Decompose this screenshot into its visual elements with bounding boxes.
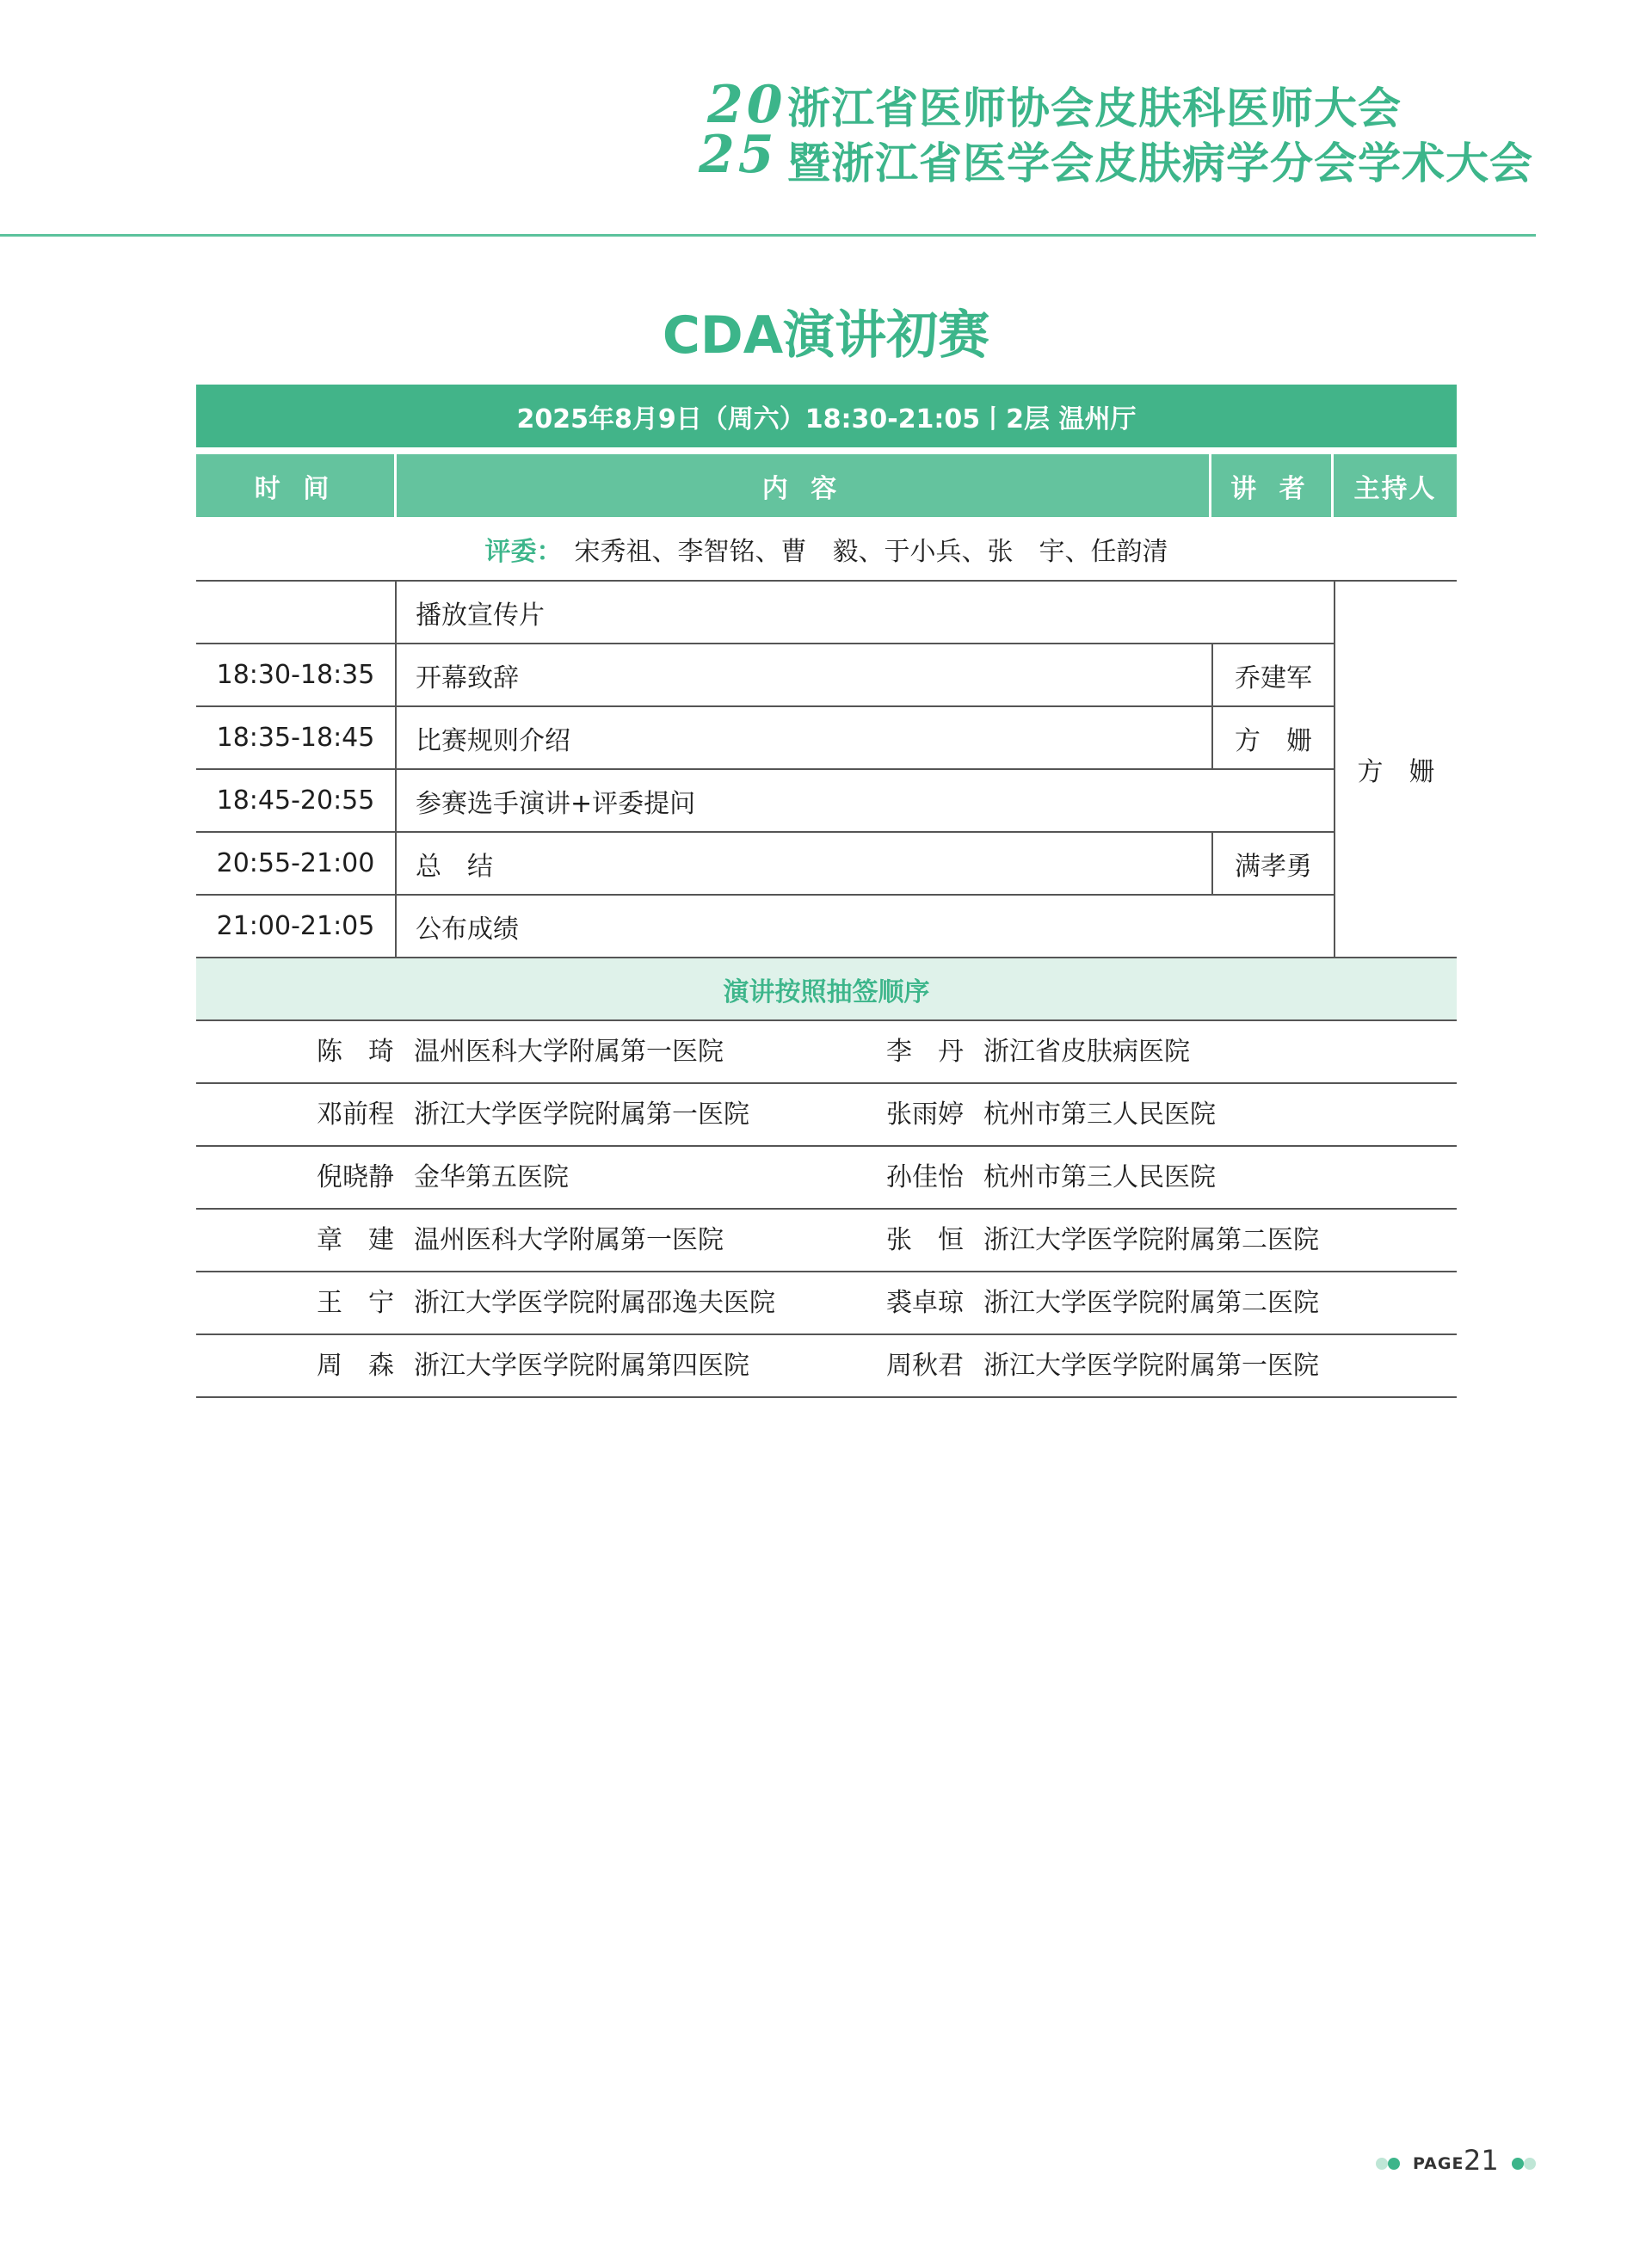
participant-name: 李 丹 (886, 1037, 964, 1067)
conference-title-line1: 浙江省医师协会皮肤科医师大会 (787, 83, 1402, 133)
column-header-host: 主持人 (1334, 454, 1457, 517)
judges-row (196, 517, 1457, 582)
participant-hospital: 浙江大学医学院附属第一医院 (414, 1099, 749, 1130)
participant-name: 陈 琦 (317, 1037, 394, 1067)
page-footer (1372, 2144, 1544, 2178)
schedule-time: 18:45-20:55 (196, 770, 397, 831)
participant-name: 张 恒 (886, 1225, 964, 1255)
schedule-time (196, 582, 397, 643)
participant-hospital: 杭州市第三人民医院 (983, 1162, 1216, 1192)
participant-name: 章 建 (317, 1225, 394, 1255)
participant-row (196, 1147, 1457, 1210)
page-header (0, 0, 1652, 241)
draw-order-header: 演讲按照抽签顺序 (196, 958, 1457, 1021)
year-top: 20 (707, 75, 786, 135)
session-banner: 2025年8月9日（周六）18:30-21:05丨2层 温州厅 (196, 385, 1457, 447)
schedule-row (196, 896, 1334, 958)
schedule-content: 参赛选手演讲+评委提问 (416, 788, 696, 819)
participant-name: 张雨婷 (886, 1099, 964, 1130)
schedule-row (196, 582, 1334, 644)
host-cell: 方 姗 (1334, 582, 1457, 958)
schedule-row (196, 833, 1334, 896)
page-label: PAGE (1413, 2154, 1464, 2173)
participant-name: 孙佳怡 (886, 1162, 964, 1192)
participant-row (196, 1084, 1457, 1147)
participant-row (196, 1210, 1457, 1272)
participant-row (196, 1335, 1457, 1398)
schedule-time: 18:30-18:35 (196, 644, 397, 705)
column-header-speaker: 讲 者 (1211, 454, 1334, 517)
schedule-time: 21:00-21:05 (196, 896, 397, 957)
participant-hospital: 浙江省皮肤病医院 (983, 1037, 1190, 1067)
page-title: CDA演讲初赛 (662, 305, 990, 366)
participant-row (196, 1021, 1457, 1084)
schedule-time: 18:35-18:45 (196, 707, 397, 768)
schedule-row (196, 770, 1334, 833)
footer-dot-icon (1524, 2158, 1536, 2170)
schedule-speaker: 满孝勇 (1211, 833, 1334, 894)
footer-dot-icon (1388, 2158, 1400, 2170)
schedule-content: 总 结 (416, 851, 493, 882)
year-bottom: 25 (699, 125, 778, 185)
page-number: 21 (1464, 2144, 1499, 2177)
header-divider (0, 234, 1536, 237)
schedule-speaker: 乔建军 (1211, 644, 1334, 705)
participant-name: 邓前程 (317, 1099, 394, 1130)
schedule-content: 公布成绩 (416, 914, 519, 945)
schedule-content: 开幕致辞 (416, 662, 519, 693)
judges-names: 宋秀祖、李智铭、曹 毅、于小兵、张 宇、任韵清 (574, 536, 1168, 567)
column-header-content: 内 容 (397, 454, 1211, 517)
schedule-speaker: 方 姗 (1211, 707, 1334, 768)
participant-hospital: 温州医科大学附属第一医院 (414, 1225, 724, 1255)
participant-hospital: 浙江大学医学院附属第二医院 (983, 1225, 1319, 1255)
participant-name: 周 森 (317, 1351, 394, 1381)
footer-dot-icon (1376, 2158, 1388, 2170)
schedule-body (196, 582, 1457, 958)
schedule-table (196, 385, 1457, 1398)
participant-name: 周秋君 (886, 1351, 964, 1381)
participant-name: 裘卓琼 (886, 1288, 964, 1318)
footer-dot-icon (1512, 2158, 1524, 2170)
participant-hospital: 金华第五医院 (414, 1162, 569, 1192)
schedule-row (196, 644, 1334, 707)
schedule-time: 20:55-21:00 (196, 833, 397, 894)
schedule-row (196, 707, 1334, 770)
schedule-content: 比赛规则介绍 (416, 725, 570, 756)
participant-hospital: 温州医科大学附属第一医院 (414, 1037, 724, 1067)
year-logo (699, 75, 786, 191)
conference-title-line2: 暨浙江省医学会皮肤病学分会学术大会 (787, 138, 1533, 188)
participant-name: 王 宁 (317, 1288, 394, 1318)
participant-hospital: 杭州市第三人民医院 (983, 1099, 1216, 1130)
participant-name: 倪晓静 (317, 1162, 394, 1192)
judges-label: 评委： (484, 536, 563, 567)
column-header-row (196, 454, 1457, 517)
participant-hospital: 浙江大学医学院附属邵逸夫医院 (414, 1288, 775, 1318)
participant-hospital: 浙江大学医学院附属第二医院 (983, 1288, 1319, 1318)
participant-hospital: 浙江大学医学院附属第一医院 (983, 1351, 1319, 1381)
schedule-content: 播放宣传片 (416, 600, 545, 631)
column-header-time: 时 间 (196, 454, 397, 517)
participant-row (196, 1272, 1457, 1335)
participant-hospital: 浙江大学医学院附属第四医院 (414, 1351, 749, 1381)
